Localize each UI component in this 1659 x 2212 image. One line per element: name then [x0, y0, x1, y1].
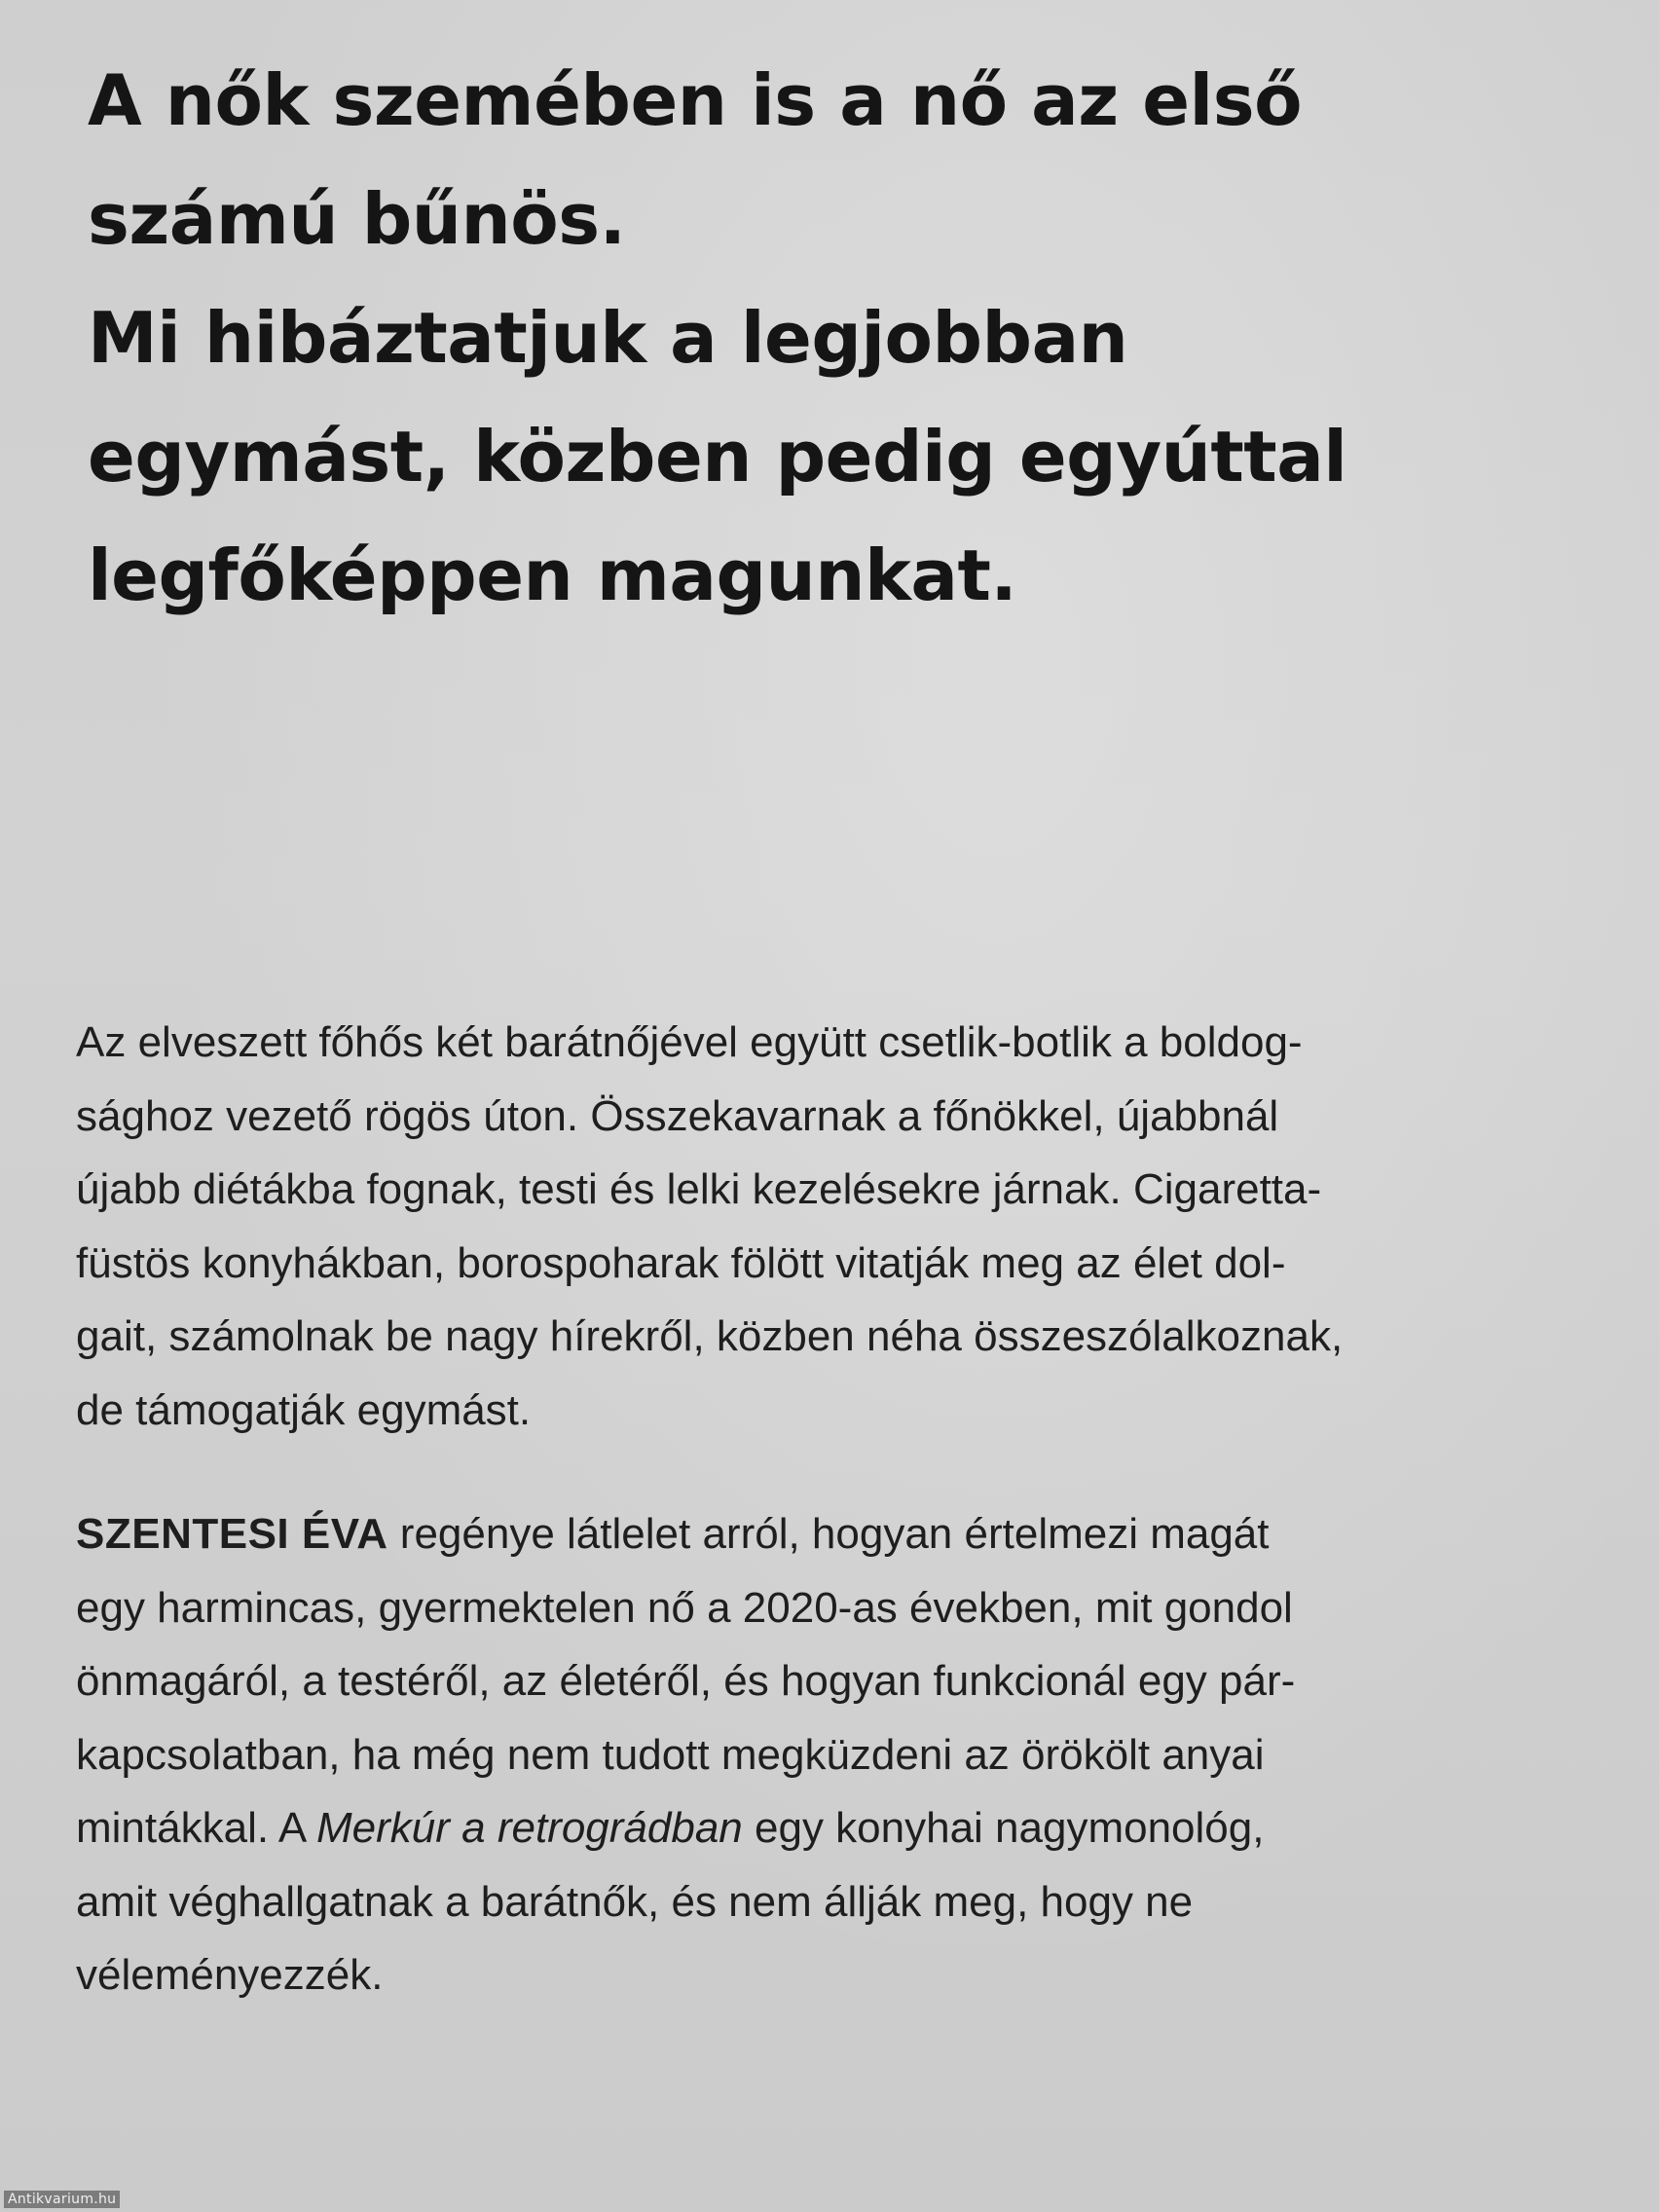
author-line: amit véghallgatnak a barátnők, és nem állják meg, hogy ne: [76, 1877, 1194, 1926]
headline-line: Mi hibáztatjuk a legjobban: [88, 297, 1128, 379]
synopsis-line: füstös konyhákban, borospoharak fölött vitatják meg az élet dol-: [76, 1238, 1286, 1287]
headline-line: A nők szemében is a nő az első: [88, 59, 1303, 141]
headline-line: legfőképpen magunkat.: [88, 535, 1017, 616]
author-line-text: egy konyhai nagymonológ,: [742, 1804, 1265, 1852]
author-line: [76, 1497, 1575, 1571]
watermark: Antikvarium.hu: [4, 2191, 120, 2208]
author-line: kapcsolatban, ha még nem tudott megküzdeni az örökölt anyai: [76, 1730, 1265, 1779]
synopsis-line: sághoz vezető rögös úton. Összekavarnak a főnökkel, újabbnál: [76, 1091, 1279, 1140]
author-line: önmagáról, a testéről, az életéről, és hogyan funkcionál egy pár-: [76, 1657, 1296, 1705]
book-title: Merkúr a retrográdban: [316, 1804, 743, 1852]
synopsis-line: Az elveszett főhős két barátnőjével együtt csetlik-botlik a boldog-: [76, 1018, 1303, 1066]
author-line-text: mintákkal. A: [76, 1804, 317, 1852]
synopsis-line: újabb diétákba fognak, testi és lelki kezelésekre járnak. Cigaretta-: [76, 1165, 1322, 1213]
author-line-text: regénye látlelet arról, hogyan értelmezi magát: [387, 1510, 1270, 1558]
author-paragraph: [76, 1497, 1575, 2012]
headline-line: egymást, közben pedig egyúttal: [88, 416, 1347, 498]
synopsis-line: gait, számolnak be nagy hírekről, közben néha összeszólalkoznak,: [76, 1312, 1344, 1360]
author-line: [76, 1791, 1575, 1865]
headline-quote: [88, 41, 1548, 635]
headline-line: számú bűnös.: [88, 178, 626, 260]
synopsis-paragraph: [76, 1006, 1575, 1447]
synopsis-line: de támogatják egymást.: [76, 1385, 532, 1434]
author-line: egy harmincas, gyermektelen nő a 2020-as években, mit gondol: [76, 1583, 1293, 1632]
author-line: véleményezzék.: [76, 1951, 384, 1999]
author-name: SZENTESI ÉVA: [76, 1510, 388, 1558]
